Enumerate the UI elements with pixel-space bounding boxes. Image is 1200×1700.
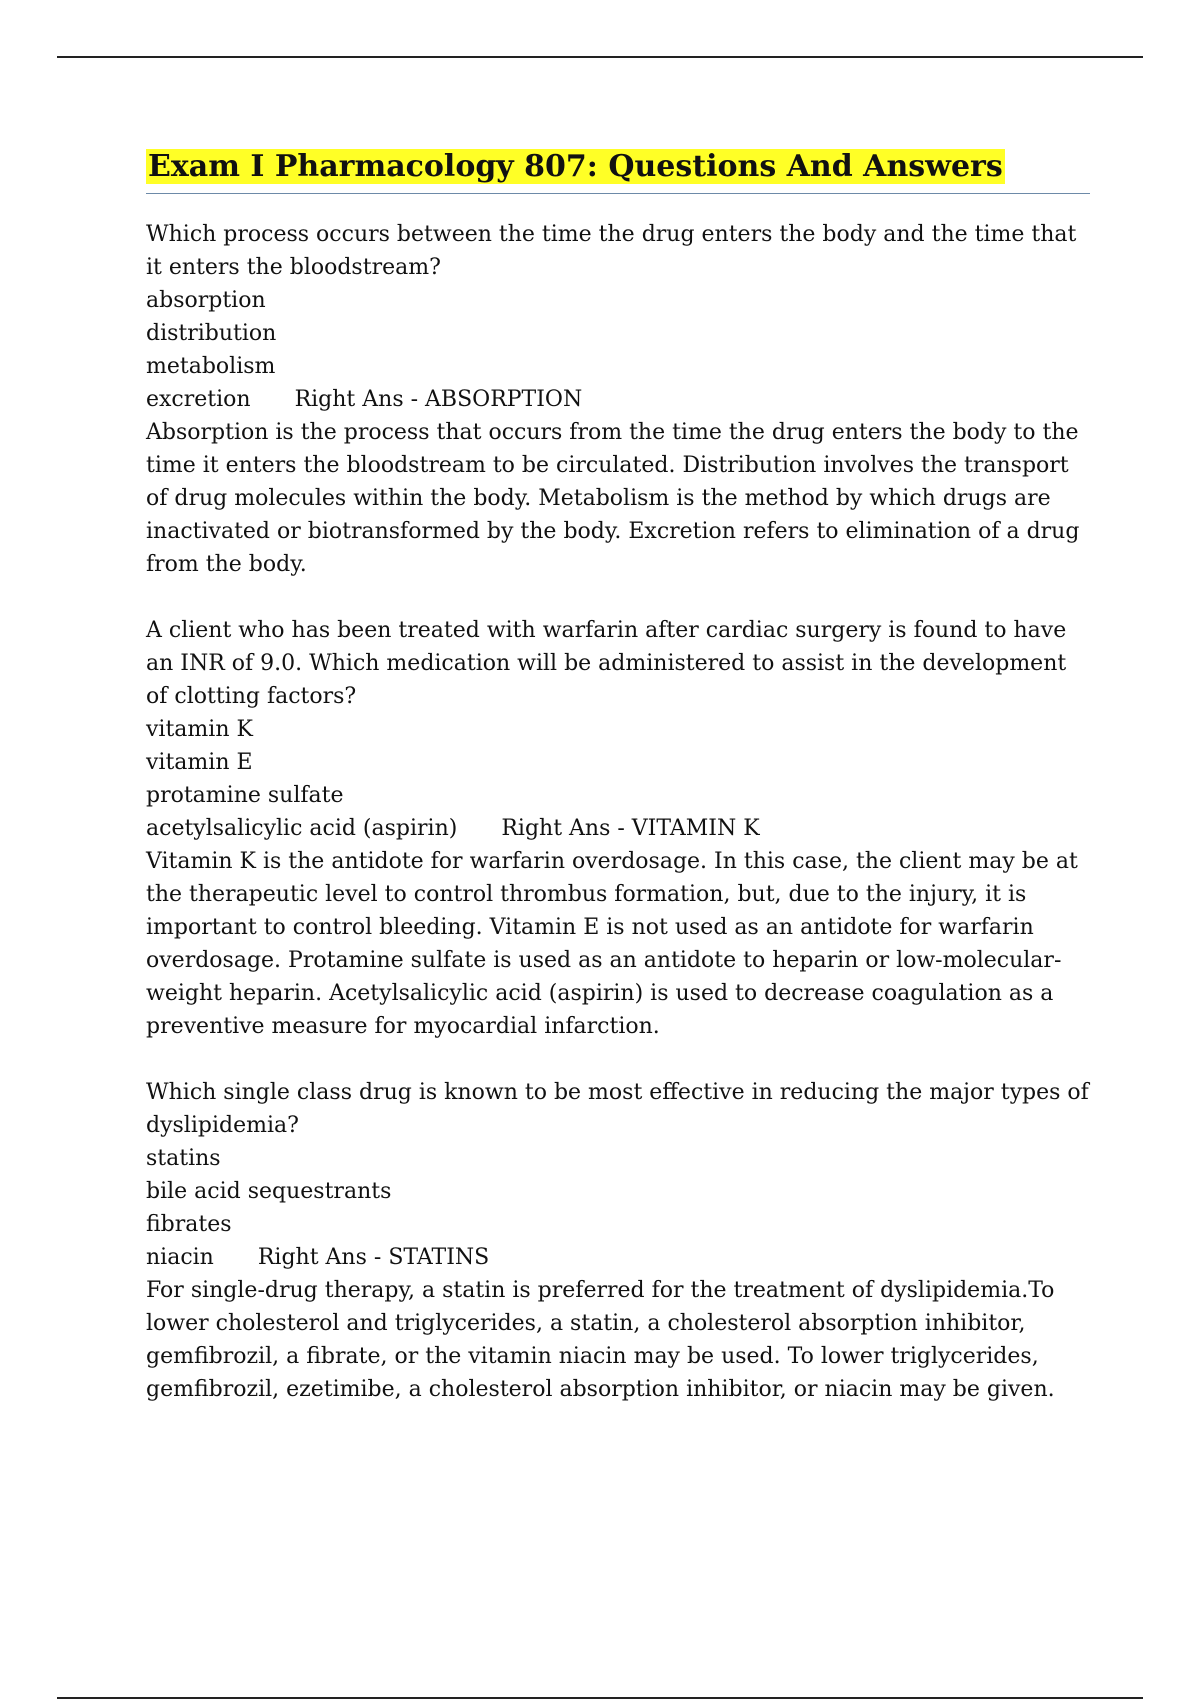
- answer-option: vitamin E: [146, 750, 253, 775]
- answer-option: bile acid sequestrants: [146, 1179, 392, 1204]
- question-block-3: [146, 1076, 1096, 1406]
- answer-option: acetylsalicylic acid (aspirin): [146, 816, 458, 841]
- last-option-row: [146, 1241, 1090, 1274]
- correct-answer: Right Ans - VITAMIN K: [501, 816, 760, 841]
- document-title: Exam I Pharmacology 807: Questions And Answers: [148, 149, 1003, 184]
- question-text: A client who has been treated with warfarin after cardiac surgery is found to have an INR of 9.0. Which medication will be administered to assist in the development of clotting factors?: [146, 618, 1074, 709]
- answer-option: protamine sulfate: [146, 783, 344, 808]
- title-block: [146, 147, 1090, 194]
- answer-explanation: Absorption is the process that occurs from the time the drug enters the body to the time it enters the bloodstream to be circulated. Distribution involves the transport of drug molecules within the body. Metabolism is the method by which drugs are inactivated or biotransformed by the body. Excretion refers to elimination of a drug from the body.: [146, 420, 1080, 577]
- answer-option: niacin: [146, 1245, 214, 1270]
- answer-explanation: For single-drug therapy, a statin is preferred for the treatment of dyslipidemia.To lower cholesterol and triglycerides, a statin, a cholesterol absorption inhibitor, gemfibrozil, a fibrate, or the vitamin niacin may be used. To lower triglycerides, gemfibrozil, ezetimibe, a cholesterol absorption inhibitor, or niacin may be given.: [146, 1278, 1055, 1402]
- answer-option: metabolism: [146, 354, 276, 379]
- correct-answer: Right Ans - ABSORPTION: [294, 387, 583, 412]
- answer-option: statins: [146, 1146, 221, 1171]
- question-text: Which process occurs between the time the drug enters the body and the time that it enters the bloodstream?: [146, 222, 1084, 280]
- answer-option: absorption: [146, 288, 266, 313]
- answer-option: vitamin K: [146, 717, 253, 742]
- document-body: [146, 147, 1096, 1439]
- page-top-rule: [57, 56, 1143, 58]
- question-block-2: [146, 614, 1090, 1043]
- answer-option: fibrates: [146, 1212, 232, 1237]
- answer-explanation: Vitamin K is the antidote for warfarin overdosage. In this case, the client may be at the therapeutic level to control thrombus formation, but, due to the injury, it is important to control bleeding. Vitamin E is not used as an antidote for warfarin overdosage. Protamine sulfate is used as an antidote to heparin or low-molecular-weight heparin. Acetylsalicylic acid (aspirin) is used to decrease coagulation as a preventive measure for myocardial infarction.: [146, 849, 1078, 1039]
- question-text: Which single class drug is known to be most effective in reducing the major types of dyslipidemia?: [146, 1080, 1096, 1138]
- correct-answer: Right Ans - STATINS: [257, 1245, 490, 1270]
- page-bottom-rule: [57, 1697, 1143, 1699]
- last-option-row: [146, 812, 1090, 845]
- question-block-1: [146, 218, 1090, 581]
- last-option-row: [146, 383, 1090, 416]
- answer-option: excretion: [146, 387, 251, 412]
- answer-option: distribution: [146, 321, 277, 346]
